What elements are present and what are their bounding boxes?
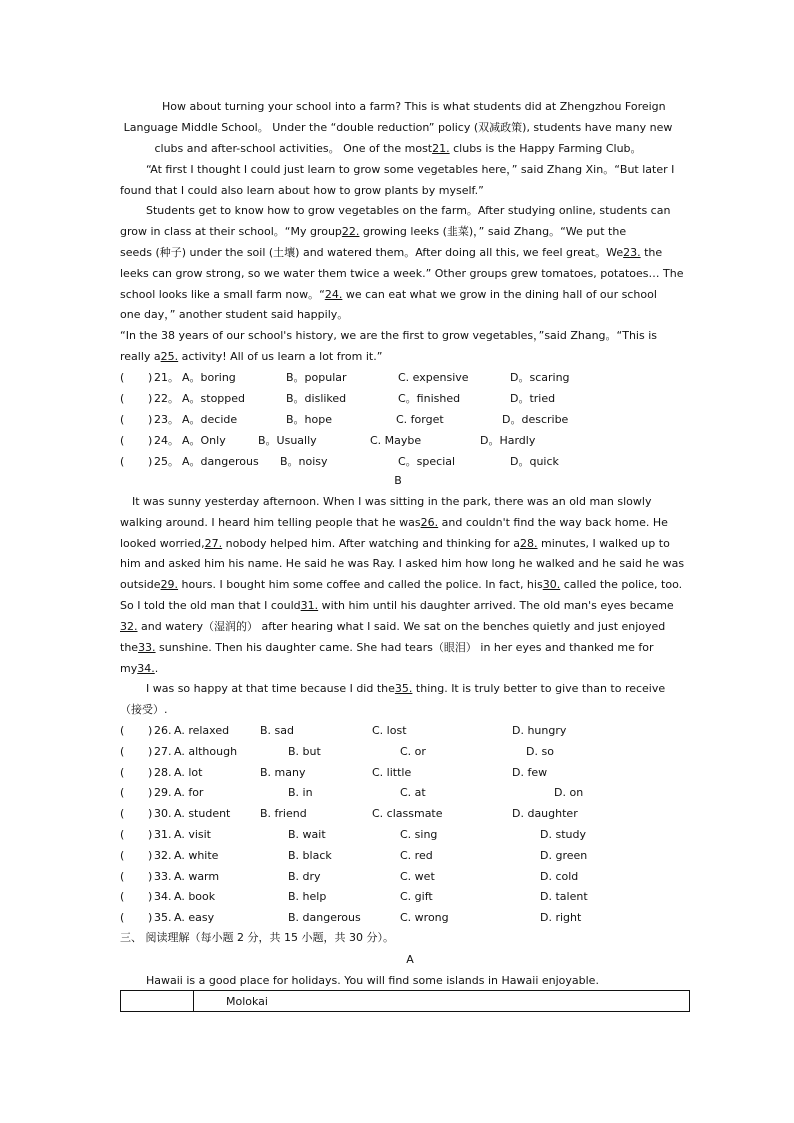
question-row bbox=[120, 434, 676, 448]
option-d: D。quick bbox=[510, 455, 559, 468]
answer-paren-close: ) bbox=[148, 911, 153, 925]
passage-line bbox=[120, 142, 676, 156]
section-3-intro: Hawaii is a good place for holidays. You will find some islands in Hawaii enjoyable. bbox=[146, 974, 599, 987]
passage-line bbox=[120, 288, 676, 302]
option-a: A. book bbox=[174, 890, 216, 904]
line-text: him and asked him his name. He said he was Ray. I asked him how long he walked and he said he was bbox=[120, 557, 685, 570]
option-b: B. in bbox=[288, 786, 313, 800]
line-text: outside bbox=[120, 578, 161, 591]
answer-paren-close: ) bbox=[148, 413, 153, 426]
option-b: B. help bbox=[288, 890, 327, 904]
option-a: A. white bbox=[174, 848, 219, 862]
blank-number: 28. bbox=[520, 537, 538, 550]
option-c: C. lost bbox=[372, 724, 407, 737]
passage-line bbox=[120, 329, 676, 343]
option-d: D. hungry bbox=[512, 724, 567, 737]
blank-number: 34. bbox=[137, 662, 155, 675]
option-a: A. for bbox=[174, 786, 204, 800]
option-c: C。special bbox=[398, 455, 456, 468]
section-3-sub: A bbox=[406, 953, 414, 966]
question-number: 24。 bbox=[154, 434, 179, 447]
answer-paren-close: ) bbox=[148, 848, 153, 862]
blank-number: 23. bbox=[623, 246, 641, 259]
option-c: C. wet bbox=[400, 869, 435, 883]
option-c: C。finished bbox=[398, 392, 461, 405]
option-d: D. study bbox=[540, 828, 586, 841]
passage-line bbox=[120, 267, 684, 281]
passage-line bbox=[120, 703, 676, 717]
question-row bbox=[120, 766, 676, 780]
option-a: A. easy bbox=[174, 911, 215, 925]
answer-paren-open[interactable]: ( bbox=[120, 413, 125, 426]
option-a: A. relaxed bbox=[174, 724, 230, 737]
answer-paren-open[interactable]: ( bbox=[120, 911, 125, 925]
option-b: B。disliked bbox=[286, 392, 347, 405]
passage-line bbox=[120, 599, 676, 613]
line-text: and watery（湿润的） after hearing what I said. We sat on the benches quietly and just enjoyed bbox=[137, 620, 666, 633]
question-number: 22。 bbox=[154, 392, 179, 405]
option-d: D. on bbox=[554, 786, 584, 800]
question-row bbox=[120, 724, 676, 738]
answer-paren-close: ) bbox=[148, 765, 153, 779]
option-d: D. few bbox=[512, 765, 548, 779]
line-text: seeds (种子) under the soil (土壤) and watered them。After doing all this, we feel great。We bbox=[120, 246, 624, 259]
option-c: C. forget bbox=[396, 413, 444, 426]
line-text: grow in class at their school。“My group bbox=[120, 225, 342, 238]
line-text: Students get to know how to grow vegetables on the farm。After studying online, students can bbox=[146, 204, 671, 217]
option-b: B. black bbox=[288, 848, 332, 862]
answer-paren-open[interactable]: ( bbox=[120, 828, 125, 841]
passage-line bbox=[120, 121, 676, 135]
blank-number: 21. bbox=[432, 142, 450, 155]
question-row bbox=[120, 392, 676, 406]
answer-paren-close: ) bbox=[148, 869, 153, 883]
option-d: D. cold bbox=[540, 869, 579, 883]
option-c: C. Maybe bbox=[370, 434, 422, 447]
answer-paren-close: ) bbox=[148, 744, 153, 758]
question-number: 32. bbox=[154, 848, 172, 862]
line-text: looked worried, bbox=[120, 537, 205, 550]
option-a: A。Only bbox=[182, 434, 226, 447]
blank-number: 32. bbox=[120, 620, 138, 633]
table-cell: Molokai bbox=[194, 991, 690, 1012]
answer-paren-close: ) bbox=[148, 890, 153, 904]
line-text: Language Middle School。 Under the “double reduction” policy (双减政策), students have many new bbox=[123, 121, 673, 134]
line-text: walking around. I heard him telling people that he was bbox=[120, 516, 421, 529]
question-number: 23。 bbox=[154, 413, 179, 426]
line-text: clubs is the Happy Farming Club。 bbox=[449, 142, 642, 155]
answer-paren-open[interactable]: ( bbox=[120, 869, 125, 883]
section-3-title: 三、 阅读理解（每小题 2 分，共 15 小题，共 30 分）。 bbox=[120, 931, 394, 944]
answer-paren-open[interactable]: ( bbox=[120, 724, 125, 737]
passage-line bbox=[120, 246, 676, 260]
option-d: D。describe bbox=[502, 413, 569, 426]
question-row bbox=[120, 745, 676, 759]
line-text: called the police, too. bbox=[560, 578, 683, 591]
line-text: minutes, I walked up to bbox=[537, 537, 670, 550]
islands-table bbox=[120, 990, 690, 1012]
option-b: B。popular bbox=[286, 371, 347, 384]
passage-line bbox=[120, 578, 683, 592]
answer-paren-open[interactable]: ( bbox=[120, 455, 125, 468]
option-b: B。noisy bbox=[280, 455, 328, 468]
blank-number: 26. bbox=[420, 516, 439, 529]
option-a: A。decide bbox=[182, 413, 238, 426]
blank-number: 27. bbox=[204, 537, 223, 550]
blank-number: 22. bbox=[341, 225, 360, 238]
table-cell bbox=[121, 991, 194, 1012]
line-text: found that I could also learn about how to grow plants by myself.” bbox=[120, 184, 484, 197]
line-text: “In the 38 years of our school's history, we are the first to grow vegetables，”said Zhang。“This is bbox=[120, 329, 657, 342]
question-row bbox=[120, 870, 676, 884]
question-number: 33. bbox=[154, 869, 172, 883]
line-text: “At first I thought I could just learn to grow some vegetables here，” said Zhang Xin。“But later I bbox=[146, 163, 675, 176]
option-a: A。boring bbox=[182, 371, 236, 384]
option-b: B. dangerous bbox=[288, 911, 361, 925]
option-a: A. warm bbox=[174, 869, 220, 883]
passage-line bbox=[120, 662, 676, 676]
option-c: C. or bbox=[400, 744, 426, 758]
line-text: one day，” another student said happily。 bbox=[120, 308, 349, 321]
line-text: It was sunny yesterday afternoon. When I was sitting in the park, there was an old man slowly bbox=[132, 495, 652, 508]
answer-paren-open[interactable]: ( bbox=[120, 786, 125, 800]
line-text: the bbox=[120, 641, 139, 654]
answer-paren-close: ) bbox=[148, 392, 153, 405]
option-b: B. but bbox=[288, 744, 321, 758]
question-number: 28. bbox=[154, 765, 172, 779]
option-b: B. many bbox=[260, 765, 306, 779]
blank-number: 29. bbox=[160, 578, 179, 591]
option-d: D. daughter bbox=[512, 807, 578, 821]
passage-line bbox=[162, 100, 682, 114]
option-a: A. lot bbox=[174, 765, 203, 779]
question-row bbox=[120, 849, 676, 863]
passage-line bbox=[120, 641, 676, 655]
passage-line bbox=[132, 495, 688, 509]
line-text: leeks can grow strong, so we water them twice a week.” Other groups grew tomatoes, potatoes… The bbox=[120, 267, 684, 280]
line-text: . bbox=[154, 662, 159, 675]
answer-paren-open[interactable]: ( bbox=[120, 434, 125, 447]
question-number: 25。 bbox=[154, 455, 179, 468]
passage-line bbox=[120, 350, 676, 364]
question-number: 31. bbox=[154, 828, 172, 841]
answer-paren-close: ) bbox=[148, 371, 153, 384]
option-b: B. wait bbox=[288, 828, 326, 841]
question-number: 21。 bbox=[154, 371, 179, 384]
passage-line bbox=[120, 620, 676, 634]
option-c: C. classmate bbox=[372, 807, 443, 821]
passage-line bbox=[120, 557, 685, 571]
line-text: （接受）. bbox=[120, 703, 168, 716]
blank-number: 25. bbox=[160, 350, 179, 363]
blank-number: 30. bbox=[542, 578, 561, 591]
line-text: So I told the old man that I could bbox=[120, 599, 301, 612]
question-row bbox=[120, 911, 676, 925]
line-text: the bbox=[640, 246, 663, 259]
option-d: D。Hardly bbox=[480, 434, 536, 447]
line-text: with him until his daughter arrived. The old man's eyes became bbox=[318, 599, 674, 612]
option-d: D. right bbox=[540, 911, 582, 925]
line-text: sunshine. Then his daughter came. She had tears（眼泪） in her eyes and thanked me for bbox=[155, 641, 654, 654]
option-a: A. student bbox=[174, 807, 231, 821]
question-number: 34. bbox=[154, 890, 172, 904]
section-b-heading: B bbox=[394, 474, 402, 487]
option-b: B. sad bbox=[260, 724, 294, 737]
option-d: D. talent bbox=[540, 890, 588, 904]
line-text: clubs and after-school activities。 One of the most bbox=[154, 142, 433, 155]
answer-paren-open[interactable]: ( bbox=[120, 744, 125, 758]
question-row bbox=[120, 455, 676, 469]
line-text: thing. It is truly better to give than to receive bbox=[412, 682, 666, 695]
option-a: A. although bbox=[174, 744, 238, 758]
answer-paren-open[interactable]: ( bbox=[120, 848, 125, 862]
passage-line bbox=[146, 204, 702, 218]
line-text: school looks like a small farm now。“ bbox=[120, 288, 325, 301]
line-text: hours. I bought him some coffee and called the police. In fact, his bbox=[178, 578, 543, 591]
passage-line bbox=[120, 516, 676, 530]
passage-line bbox=[120, 225, 676, 239]
blank-number: 24. bbox=[324, 288, 343, 301]
option-c: C. little bbox=[372, 765, 412, 779]
answer-paren-close: ) bbox=[148, 434, 153, 447]
option-b: B. dry bbox=[288, 869, 321, 883]
option-b: B. friend bbox=[260, 807, 307, 821]
question-row bbox=[120, 807, 676, 821]
option-c: C. expensive bbox=[398, 371, 469, 384]
line-text: I was so happy at that time because I did the bbox=[146, 682, 395, 695]
blank-number: 35. bbox=[394, 682, 413, 695]
option-d: D. so bbox=[526, 744, 554, 758]
question-number: 35. bbox=[154, 911, 172, 925]
line-text: and couldn't find the way back home. He bbox=[438, 516, 668, 529]
question-row bbox=[120, 786, 676, 800]
question-number: 26. bbox=[154, 724, 172, 737]
line-text: really a bbox=[120, 350, 161, 363]
answer-paren-close: ) bbox=[148, 724, 153, 737]
line-text: activity! All of us learn a lot from it.” bbox=[178, 350, 383, 363]
option-c: C. sing bbox=[400, 828, 438, 841]
blank-number: 31. bbox=[300, 599, 319, 612]
answer-paren-close: ) bbox=[148, 455, 153, 468]
line-text: we can eat what we grow in the dining hall of our school bbox=[342, 288, 657, 301]
answer-paren-open[interactable]: ( bbox=[120, 392, 125, 405]
answer-paren-close: ) bbox=[148, 807, 153, 821]
option-c: C. gift bbox=[400, 890, 433, 904]
line-text: growing leeks (韭菜)，” said Zhang。“We put the bbox=[359, 225, 627, 238]
question-number: 27. bbox=[154, 744, 172, 758]
blank-number: 33. bbox=[138, 641, 156, 654]
option-b: B。hope bbox=[286, 413, 332, 426]
table-row bbox=[121, 991, 690, 1012]
option-a: A。dangerous bbox=[182, 455, 259, 468]
option-a: A. visit bbox=[174, 828, 211, 841]
answer-paren-close: ) bbox=[148, 828, 153, 841]
line-text: my bbox=[120, 662, 138, 675]
passage-line bbox=[146, 682, 702, 696]
option-d: D。tried bbox=[510, 392, 556, 405]
question-number: 30. bbox=[154, 807, 172, 821]
passage-line bbox=[120, 308, 676, 322]
question-row bbox=[120, 828, 676, 842]
passage-line bbox=[146, 163, 702, 177]
answer-paren-open[interactable]: ( bbox=[120, 371, 125, 384]
line-text: nobody helped him. After watching and thinking for a bbox=[222, 537, 521, 550]
option-b: B。Usually bbox=[258, 434, 317, 447]
line-text: How about turning your school into a farm? This is what students did at Zhengzhou Foreign bbox=[162, 100, 666, 113]
option-c: C. red bbox=[400, 848, 433, 862]
question-number: 29. bbox=[154, 786, 172, 800]
option-a: A。stopped bbox=[182, 392, 246, 405]
answer-paren-open[interactable]: ( bbox=[120, 765, 125, 779]
option-d: D. green bbox=[540, 848, 588, 862]
passage-line bbox=[120, 184, 676, 198]
passage-line bbox=[120, 537, 676, 551]
answer-paren-open[interactable]: ( bbox=[120, 807, 125, 821]
question-row bbox=[120, 890, 676, 904]
answer-paren-open[interactable]: ( bbox=[120, 890, 125, 904]
option-c: C. wrong bbox=[400, 911, 449, 925]
question-row bbox=[120, 371, 676, 385]
option-d: D。scaring bbox=[510, 371, 570, 384]
answer-paren-close: ) bbox=[148, 786, 153, 800]
option-c: C. at bbox=[400, 786, 426, 800]
question-row bbox=[120, 413, 676, 427]
